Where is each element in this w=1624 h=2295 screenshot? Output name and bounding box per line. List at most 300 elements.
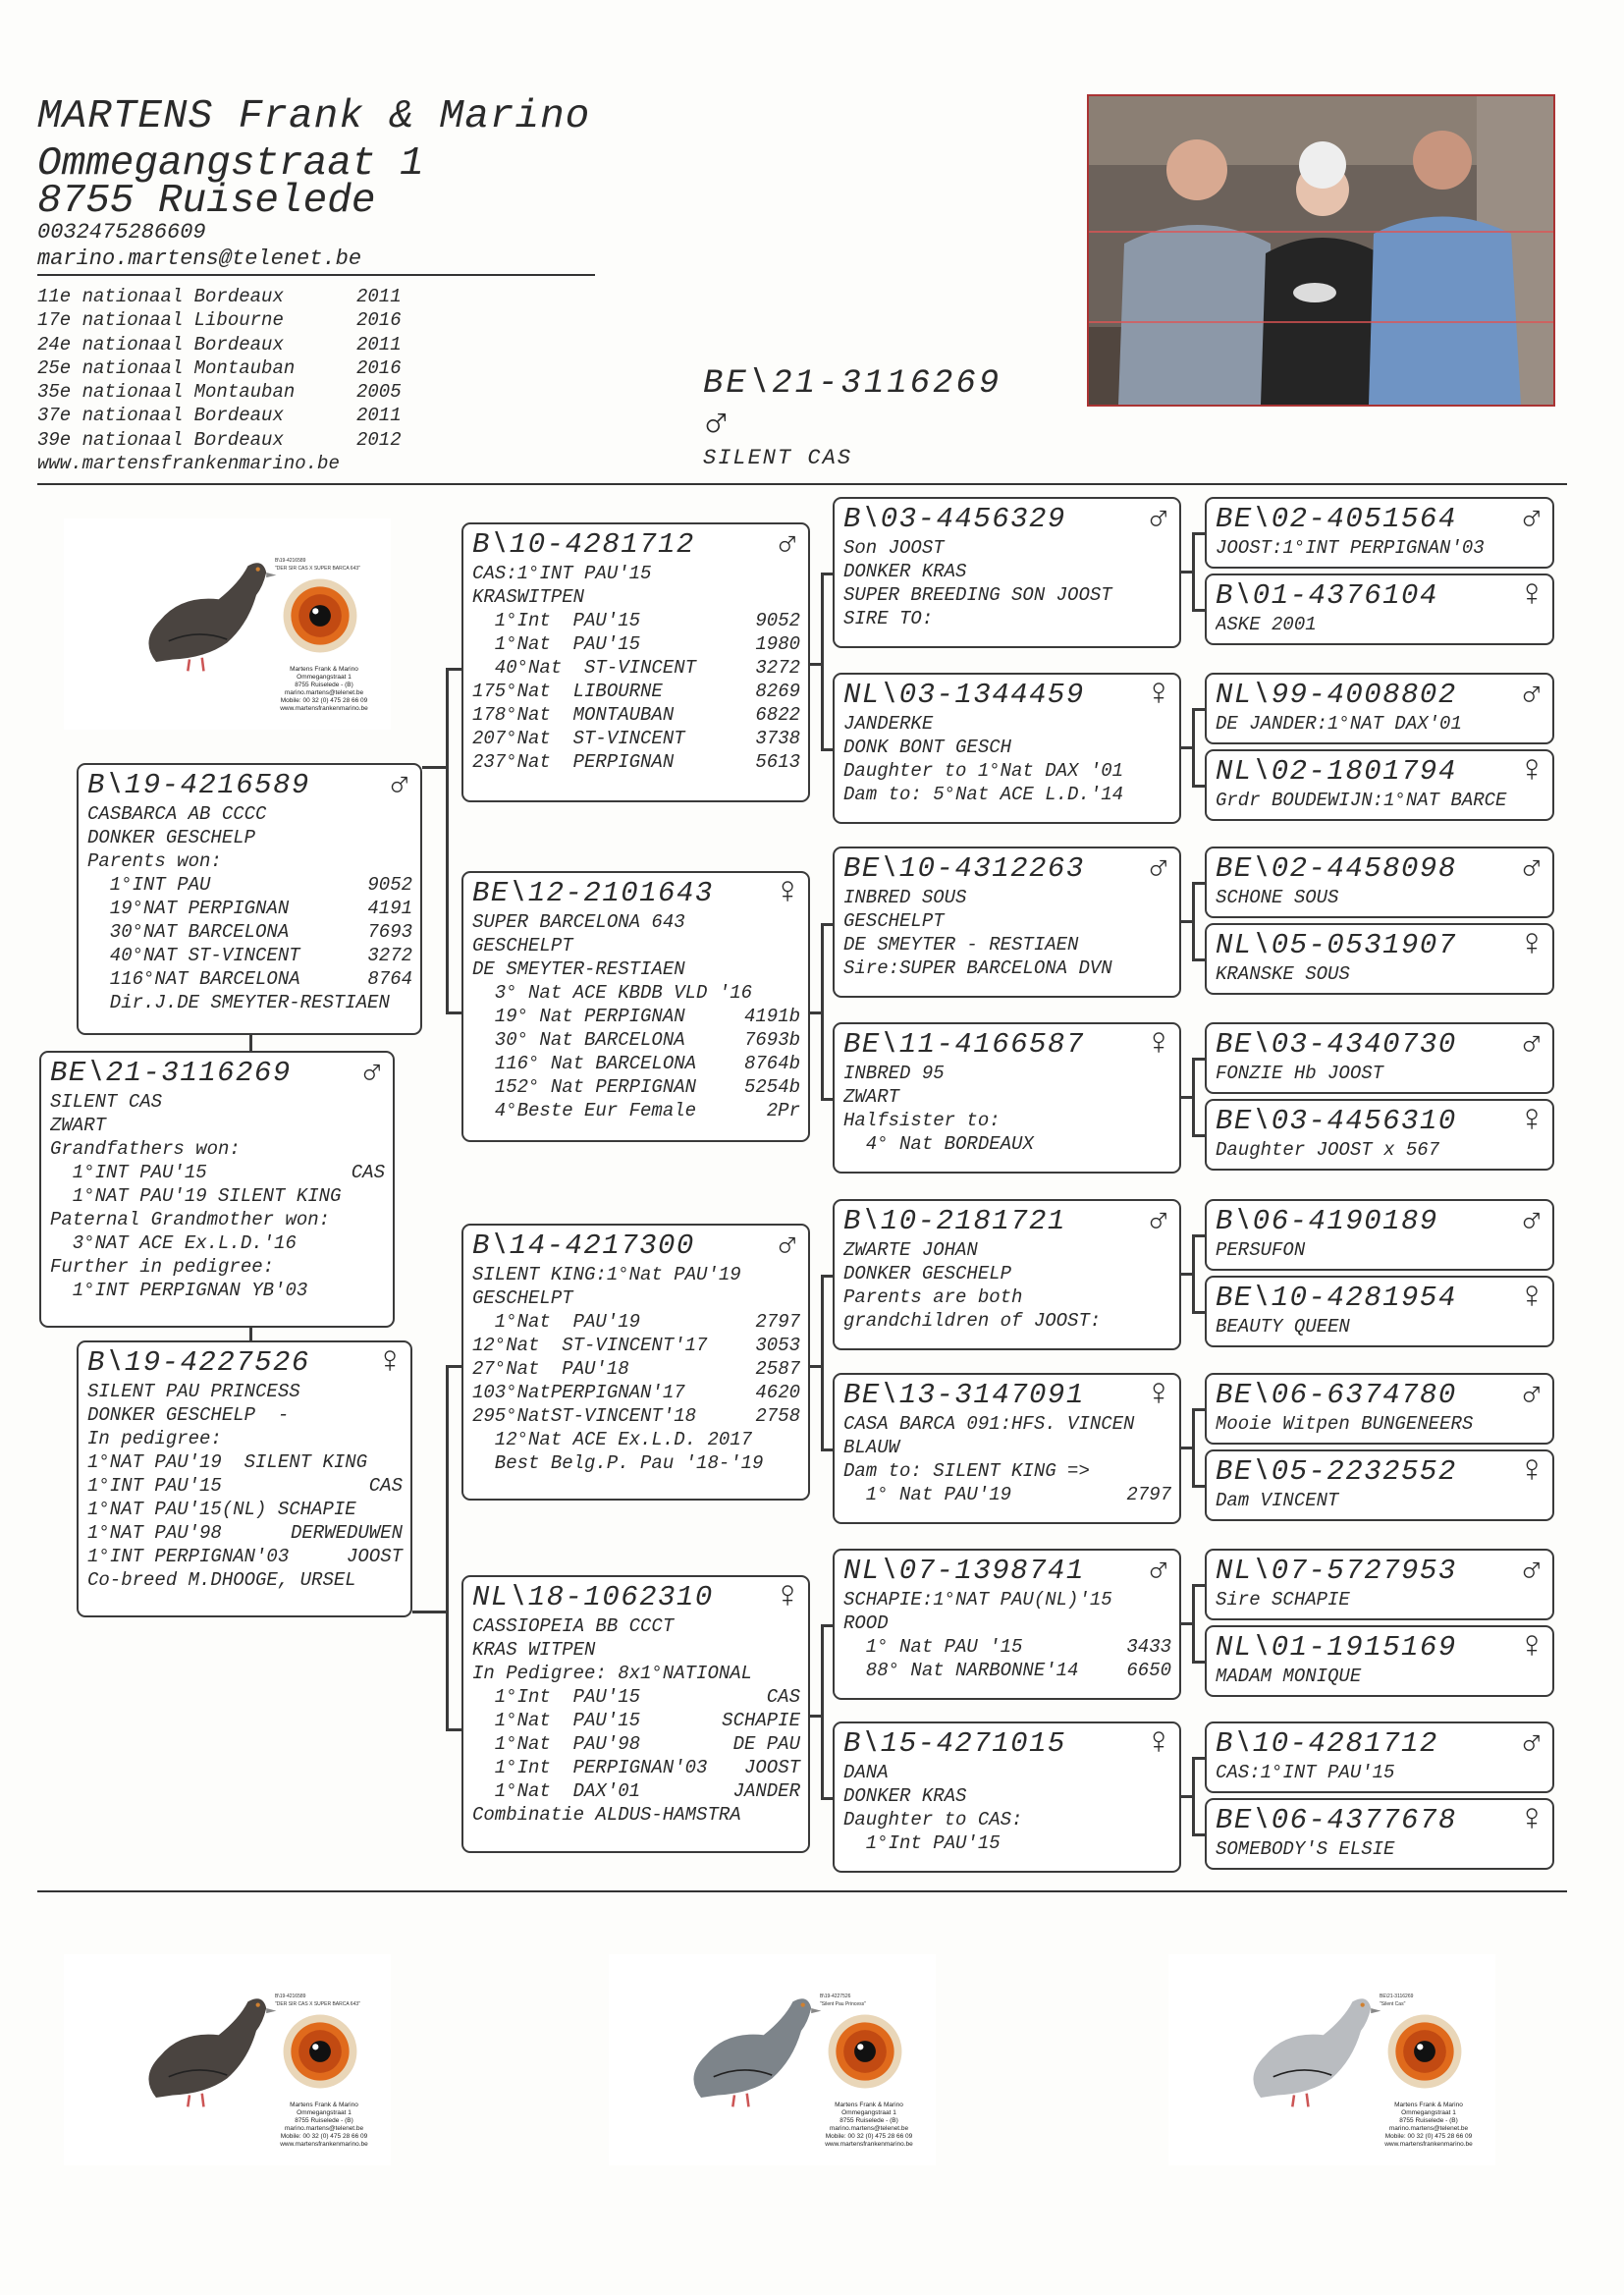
result-line xyxy=(87,873,412,897)
pedigree-connector xyxy=(446,1011,461,1014)
female-icon: ♀ xyxy=(378,1341,403,1384)
info-line: GESCHELPT xyxy=(472,1287,573,1309)
result-row xyxy=(37,285,402,308)
result-race: 1°INT PAU'15 xyxy=(50,1162,207,1183)
pedigree-connector xyxy=(1192,958,1205,961)
result-line xyxy=(472,1756,800,1779)
result-value: CAS xyxy=(351,1162,385,1183)
result-value: 2Pr xyxy=(766,1100,800,1121)
pedigree-connector xyxy=(1192,1408,1205,1411)
result-race: 1°INT PERPIGNAN'03 xyxy=(87,1546,290,1567)
info-line: DANA xyxy=(843,1762,889,1783)
result-race: 1°Nat PAU'15 xyxy=(472,633,641,655)
great-parent-box[interactable] xyxy=(833,1721,1181,1873)
info-line: Halfsister to: xyxy=(843,1110,1001,1131)
result-line xyxy=(472,609,800,632)
result-line xyxy=(472,1709,800,1732)
result-value: 4191 xyxy=(367,898,412,919)
ring-number-row xyxy=(1216,1200,1544,1242)
info-line: Sire SCHAPIE xyxy=(1216,1589,1350,1611)
result-text: 37e nationaal Bordeaux xyxy=(37,405,284,427)
info-line: Dam VINCENT xyxy=(1216,1490,1339,1511)
result-value: JOOST xyxy=(346,1546,403,1567)
ring-number: NL\01-1915169 xyxy=(1216,1631,1457,1664)
ancestor-box[interactable] xyxy=(1205,923,1554,995)
ring-number-row xyxy=(87,764,412,806)
ring-number-row xyxy=(843,1722,1171,1765)
info-line: In pedigree: xyxy=(87,1428,222,1449)
result-year: 2016 xyxy=(356,356,402,379)
result-value: 9052 xyxy=(755,610,800,631)
pedigree-connector xyxy=(821,923,833,926)
result-line xyxy=(87,1521,403,1545)
female-icon: ♀ xyxy=(1147,1722,1171,1765)
result-value: 8764 xyxy=(367,968,412,990)
result-value: CAS xyxy=(368,1475,403,1497)
info-line: ASKE 2001 xyxy=(1216,614,1317,635)
result-value: 7693 xyxy=(367,921,412,943)
card-contact: Martens Frank & Marino Ommegangstraat 1 8755 Ruiselede - (B) marino.martens@telenet.be Mobile: 00 32 (0) 475 28 66 09 www.martensfrankenmarino.be xyxy=(280,2102,368,2148)
ring-number-row xyxy=(843,847,1171,890)
result-line xyxy=(87,1545,403,1568)
result-line xyxy=(472,1451,800,1475)
pedigree-connector xyxy=(821,1448,833,1451)
pigeon-eye-image xyxy=(827,2013,903,2095)
result-value: 2587 xyxy=(755,1358,800,1380)
info-line: CAS:1°INT PAU'15 xyxy=(1216,1762,1395,1783)
result-line xyxy=(472,1005,800,1028)
info-line: grandchildren of JOOST: xyxy=(843,1310,1102,1332)
pedigree-connector xyxy=(1192,1058,1195,1134)
result-line xyxy=(87,920,412,944)
great-parent-box[interactable] xyxy=(833,673,1181,824)
ring-number: NL\99-4008802 xyxy=(1216,679,1457,711)
result-line xyxy=(843,1483,1171,1506)
info-line: FONZIE Hb JOOST xyxy=(1216,1063,1384,1084)
result-value: 6650 xyxy=(1126,1660,1171,1681)
ring-number: B\19-4227526 xyxy=(87,1346,310,1379)
pedigree-connector xyxy=(1192,1058,1205,1061)
pedigree-connector xyxy=(1192,1234,1195,1311)
pigeon-photo-card xyxy=(609,1954,936,2165)
result-value: 9052 xyxy=(367,874,412,896)
ring-number-row xyxy=(1216,1100,1544,1142)
female-icon: ♀ xyxy=(1520,750,1544,792)
result-line xyxy=(87,967,412,991)
ancestor-box[interactable] xyxy=(1205,1798,1554,1870)
male-icon: ♂ xyxy=(1147,498,1171,540)
pedigree-connector xyxy=(821,1624,833,1627)
great-parent-box[interactable] xyxy=(833,847,1181,998)
male-icon: ♂ xyxy=(1520,674,1544,716)
family-photo xyxy=(1087,94,1555,407)
info-line: 4° Nat BORDEAUX xyxy=(843,1133,1034,1155)
result-race: 40°NAT ST-VINCENT xyxy=(87,945,300,966)
card-tagline: "Silent Cas" xyxy=(1380,2001,1406,2007)
ring-number-row xyxy=(1216,1626,1544,1668)
result-race: 175°Nat LIBOURNE xyxy=(472,681,663,702)
info-line: INBRED SOUS xyxy=(843,887,967,908)
pedigree-connector xyxy=(1192,1485,1205,1488)
result-line xyxy=(87,897,412,920)
result-year: 2011 xyxy=(356,333,402,355)
ancestor-box[interactable] xyxy=(1205,1721,1554,1793)
great-parent-box[interactable] xyxy=(833,1199,1181,1350)
info-line: Daughter to 1°Nat DAX '01 xyxy=(843,760,1124,782)
pedigree-connector xyxy=(446,668,461,671)
result-value: 7693b xyxy=(743,1029,800,1051)
great-parent-box[interactable] xyxy=(833,497,1181,648)
male-icon: ♂ xyxy=(388,764,412,806)
female-icon: ♀ xyxy=(1520,924,1544,966)
info-line: CASSIOPEIA BB CCCT xyxy=(472,1615,675,1637)
result-line xyxy=(87,1498,403,1521)
ring-number-row xyxy=(1216,1799,1544,1841)
ring-number-row xyxy=(1216,1550,1544,1592)
pedigree-connector xyxy=(1192,1408,1195,1485)
result-value: JANDER xyxy=(732,1780,800,1802)
result-line xyxy=(87,1474,403,1498)
result-line xyxy=(472,680,800,703)
info-line: DE SMEYTER - RESTIAEN xyxy=(843,934,1079,956)
pedigree-connector xyxy=(821,748,833,751)
info-line: Further in pedigree: xyxy=(50,1256,275,1278)
loft-city: 8755 Ruiselede xyxy=(37,179,376,224)
result-line xyxy=(87,1450,403,1474)
ring-number-row xyxy=(472,523,800,566)
pigeon-eye-image xyxy=(282,2013,358,2095)
female-icon: ♀ xyxy=(1520,1277,1544,1319)
ring-number: BE\13-3147091 xyxy=(843,1379,1085,1411)
info-line: Son JOOST xyxy=(843,537,945,559)
pedigree-connector xyxy=(821,1624,824,1797)
header-divider xyxy=(37,274,595,276)
info-line: SIRE TO: xyxy=(843,608,934,629)
pigeon-image xyxy=(123,548,290,681)
result-line xyxy=(50,1161,385,1184)
result-value: DERWEDUWEN xyxy=(290,1522,403,1544)
male-icon: ♂ xyxy=(1520,1023,1544,1066)
result-race: 12°Nat ACE Ex.L.D. 2017 xyxy=(472,1429,753,1450)
info-line: INBRED 95 xyxy=(843,1063,945,1084)
result-line xyxy=(472,1404,800,1428)
card-ring-tag: B\19-4216589 xyxy=(275,1994,306,1999)
ancestor-box[interactable] xyxy=(1205,1549,1554,1620)
ancestor-box[interactable] xyxy=(1205,1099,1554,1171)
result-race: 1°Nat DAX'01 xyxy=(472,1780,641,1802)
pedigree-connector xyxy=(1192,708,1195,785)
ring-number: B\01-4376104 xyxy=(1216,579,1438,612)
pigeon-eye-image xyxy=(1386,2013,1463,2095)
pedigree-connector xyxy=(422,766,447,769)
ancestor-box[interactable] xyxy=(1205,1373,1554,1445)
ancestor-box[interactable] xyxy=(1205,1199,1554,1271)
result-race: 116° Nat BARCELONA xyxy=(472,1053,697,1074)
pedigree-connector xyxy=(1192,785,1205,788)
result-year: 2005 xyxy=(356,381,402,404)
dam-dam-box[interactable] xyxy=(461,1575,810,1853)
ring-number: BE\21-3116269 xyxy=(50,1057,292,1089)
ring-number: NL\02-1801794 xyxy=(1216,755,1457,788)
result-race: 30°NAT BARCELONA xyxy=(87,921,290,943)
pedigree-bottom-divider xyxy=(37,1890,1567,1892)
male-icon: ♂ xyxy=(1520,847,1544,890)
ring-number: NL\03-1344459 xyxy=(843,679,1085,711)
info-line: Grdr BOUDEWIJN:1°NAT BARCE xyxy=(1216,790,1507,811)
ring-number-row xyxy=(843,1550,1171,1592)
info-line: Daughter JOOST x 567 xyxy=(1216,1139,1440,1161)
result-line xyxy=(472,1310,800,1334)
info-line: MADAM MONIQUE xyxy=(1216,1666,1362,1687)
pedigree-connector xyxy=(1192,532,1205,535)
male-icon: ♂ xyxy=(1147,847,1171,890)
info-line: SILENT PAU PRINCESS xyxy=(87,1381,300,1402)
main-bird-ring: BE\21-3116269 xyxy=(703,365,1002,403)
female-icon: ♀ xyxy=(776,1576,800,1618)
result-value: 4191b xyxy=(743,1006,800,1027)
great-parent-box[interactable] xyxy=(833,1373,1181,1524)
ring-number-row xyxy=(472,1225,800,1267)
ring-number: B\14-4217300 xyxy=(472,1229,695,1262)
ring-number-row xyxy=(843,674,1171,716)
result-race: 116°NAT BARCELONA xyxy=(87,968,300,990)
result-race: 295°NatST-VINCENT'18 xyxy=(472,1405,697,1427)
info-line: KRAS WITPEN xyxy=(472,1639,596,1661)
great-parent-box[interactable] xyxy=(833,1549,1181,1700)
pigeon-photo-card xyxy=(1168,1954,1495,2165)
result-value: 1980 xyxy=(755,633,800,655)
result-value: 4620 xyxy=(755,1382,800,1403)
ring-number: B\06-4190189 xyxy=(1216,1205,1438,1237)
pedigree-connector xyxy=(412,1611,446,1613)
result-line xyxy=(472,1428,800,1451)
female-icon: ♀ xyxy=(1147,1023,1171,1066)
ring-number-row xyxy=(843,498,1171,540)
sire-sire-box[interactable] xyxy=(461,522,810,802)
ancestor-box[interactable] xyxy=(1205,1449,1554,1521)
card-ring-tag: B\19-4216589 xyxy=(275,558,306,564)
ring-number-row xyxy=(1216,574,1544,617)
info-line: DONKER KRAS xyxy=(843,1785,967,1807)
female-icon: ♀ xyxy=(1147,1374,1171,1416)
info-line: GESCHELPT xyxy=(472,935,573,956)
male-icon: ♂ xyxy=(1520,1722,1544,1765)
ancestor-box[interactable] xyxy=(1205,497,1554,569)
info-line: ZWART xyxy=(50,1115,107,1136)
female-icon: ♀ xyxy=(1520,1450,1544,1493)
result-year: 2016 xyxy=(356,309,402,332)
ring-number: BE\05-2232552 xyxy=(1216,1455,1457,1488)
loft-website[interactable]: www.martensfrankenmarino.be xyxy=(37,453,340,474)
card-ring-tag: BE\21-3116269 xyxy=(1380,1994,1414,1999)
result-race: 1°Nat PAU'19 xyxy=(472,1311,641,1333)
result-value: DE PAU xyxy=(732,1733,800,1755)
result-race: 3° Nat ACE KBDB VLD '16 xyxy=(472,982,753,1004)
male-icon: ♂ xyxy=(776,1225,800,1267)
ring-number: NL\05-0531907 xyxy=(1216,929,1457,961)
info-line: CAS:1°INT PAU'15 xyxy=(472,563,652,584)
ancestor-box[interactable] xyxy=(1205,574,1554,645)
result-value: 5254b xyxy=(743,1076,800,1098)
pedigree-connector xyxy=(1192,532,1195,609)
pigeon-image xyxy=(1227,1984,1394,2116)
ring-number-row xyxy=(1216,1722,1544,1765)
info-line: ZWARTE JOHAN xyxy=(843,1239,978,1261)
result-race: 88° Nat NARBONNE'14 xyxy=(843,1660,1079,1681)
result-row xyxy=(37,333,402,356)
pedigree-connector xyxy=(446,1365,461,1368)
result-line xyxy=(472,1381,800,1404)
main-bird-male-icon: ♂ xyxy=(703,398,731,449)
info-line: CASA BARCA 091:HFS. VINCEN xyxy=(843,1413,1135,1435)
pedigree-connector xyxy=(1192,1311,1205,1314)
info-line: ROOD xyxy=(843,1612,889,1634)
pedigree-connector xyxy=(446,668,449,768)
result-value: 2797 xyxy=(1126,1484,1171,1505)
ancestor-box[interactable] xyxy=(1205,673,1554,744)
ring-number-row xyxy=(843,1023,1171,1066)
result-race: 1°NAT PAU'15(NL) SCHAPIE xyxy=(87,1499,356,1520)
ancestor-box[interactable] xyxy=(1205,1022,1554,1094)
result-race: 1° Nat PAU'19 xyxy=(843,1484,1012,1505)
info-line: DONK BONT GESCH xyxy=(843,737,1012,758)
info-line: Dam to: SILENT KING => xyxy=(843,1460,1090,1482)
pedigree-connector xyxy=(821,923,824,1098)
result-row xyxy=(37,404,402,427)
result-value: 3053 xyxy=(755,1335,800,1356)
ring-number-row xyxy=(472,872,800,914)
card-contact: Martens Frank & Marino Ommegangstraat 1 8755 Ruiselede - (B) marino.martens@telenet.be Mobile: 00 32 (0) 475 28 66 09 www.martensfrankenmarino.be xyxy=(1384,2102,1473,2148)
card-tagline: "Silent Pau Princess" xyxy=(820,2001,866,2007)
result-race: 40°Nat ST-VINCENT xyxy=(472,657,697,679)
result-race: 152° Nat PERPIGNAN xyxy=(472,1076,697,1098)
female-icon: ♀ xyxy=(776,872,800,914)
pedigree-connector xyxy=(446,1728,461,1731)
ring-number-row xyxy=(50,1052,385,1094)
dam-sire-box[interactable] xyxy=(461,1224,810,1501)
result-race: 1°NAT PAU'98 xyxy=(87,1522,222,1544)
result-text: 24e nationaal Bordeaux xyxy=(37,333,284,355)
male-icon: ♂ xyxy=(1520,1550,1544,1592)
result-value: 8764b xyxy=(743,1053,800,1074)
result-race: 30° Nat BARCELONA xyxy=(472,1029,685,1051)
info-line: Mooie Witpen BUNGENEERS xyxy=(1216,1413,1474,1435)
ring-number-row xyxy=(1216,674,1544,716)
result-text: 11e nationaal Bordeaux xyxy=(37,286,284,307)
result-race: 4°Beste Eur Female xyxy=(472,1100,697,1121)
info-line: DONKER GESCHELP - xyxy=(87,1404,290,1426)
result-text: 39e nationaal Bordeaux xyxy=(37,428,284,451)
result-value: 5613 xyxy=(755,751,800,773)
ring-number: BE\06-6374780 xyxy=(1216,1379,1457,1411)
info-line: BLAUW xyxy=(843,1437,900,1458)
pedigree-connector xyxy=(446,766,449,1011)
result-text: 35e nationaal Montauban xyxy=(37,381,296,404)
result-race: 237°Nat PERPIGNAN xyxy=(472,751,675,773)
result-line xyxy=(472,1075,800,1099)
great-parent-box[interactable] xyxy=(833,1022,1181,1174)
subject-bird-box[interactable] xyxy=(39,1051,395,1328)
ring-number: B\10-4281712 xyxy=(472,528,695,561)
ring-number: B\03-4456329 xyxy=(843,503,1066,535)
loft-name: MARTENS Frank & Marino xyxy=(37,94,591,139)
ring-number: BE\03-4340730 xyxy=(1216,1028,1457,1061)
result-race: 103°NatPERPIGNAN'17 xyxy=(472,1382,685,1403)
result-line xyxy=(472,656,800,680)
info-line: SUPER BREEDING SON JOOST xyxy=(843,584,1112,606)
ring-number-row xyxy=(1216,1277,1544,1319)
national-results-list xyxy=(37,285,402,452)
result-line xyxy=(843,1659,1171,1682)
ring-number: B\15-4271015 xyxy=(843,1727,1066,1760)
pedigree-connector xyxy=(446,1365,449,1612)
ring-number: B\10-2181721 xyxy=(843,1205,1066,1237)
pigeon-photo-card xyxy=(64,519,391,730)
result-line xyxy=(87,944,412,967)
ring-number: NL\07-1398741 xyxy=(843,1555,1085,1587)
main-bird-name: SILENT CAS xyxy=(703,446,853,470)
ring-number-row xyxy=(1216,1374,1544,1416)
result-line xyxy=(472,1052,800,1075)
pedigree-connector xyxy=(821,573,824,748)
pedigree-connector xyxy=(821,1275,833,1278)
pedigree-connector xyxy=(1192,609,1205,612)
ring-number-row xyxy=(1216,847,1544,890)
result-line xyxy=(472,1357,800,1381)
dam-box[interactable] xyxy=(77,1340,412,1617)
male-icon: ♂ xyxy=(1520,1200,1544,1242)
male-icon: ♂ xyxy=(360,1052,385,1094)
loft-phone: 0032475286609 xyxy=(37,220,206,245)
result-value: 3272 xyxy=(755,657,800,679)
pedigree-connector xyxy=(821,1275,824,1448)
male-icon: ♂ xyxy=(776,523,800,566)
female-icon: ♀ xyxy=(1520,574,1544,617)
result-value: SCHAPIE xyxy=(722,1710,800,1731)
info-line: DE SMEYTER-RESTIAEN xyxy=(472,958,685,980)
info-line: Parents won: xyxy=(87,850,222,872)
result-text: 17e nationaal Libourne xyxy=(37,309,284,332)
result-line xyxy=(472,981,800,1005)
ancestor-box[interactable] xyxy=(1205,749,1554,821)
pedigree-connector xyxy=(1192,1134,1205,1137)
ring-number: NL\18-1062310 xyxy=(472,1581,714,1613)
result-race: 207°Nat ST-VINCENT xyxy=(472,728,685,749)
result-race: 1°NAT PAU'19 SILENT KING xyxy=(50,1185,342,1207)
pedigree-connector xyxy=(821,1797,833,1800)
ancestor-box[interactable] xyxy=(1205,1276,1554,1347)
pedigree-connector xyxy=(1192,882,1195,958)
card-contact: Martens Frank & Marino Ommegangstraat 1 8755 Ruiselede - (B) marino.martens@telenet.be Mobile: 00 32 (0) 475 28 66 09 www.martensfrankenmarino.be xyxy=(280,666,368,712)
result-line xyxy=(472,1779,800,1803)
ring-number-row xyxy=(1216,750,1544,792)
sire-dam-box[interactable] xyxy=(461,871,810,1142)
info-line: Sire:SUPER BARCELONA DVN xyxy=(843,957,1112,979)
pedigree-connector xyxy=(821,573,833,575)
male-icon: ♂ xyxy=(1147,1200,1171,1242)
info-line: SCHAPIE:1°NAT PAU(NL)'15 xyxy=(843,1589,1112,1611)
ring-number-row xyxy=(1216,1450,1544,1493)
sire-box[interactable] xyxy=(77,763,422,1035)
ancestor-box[interactable] xyxy=(1205,847,1554,918)
result-year: 2011 xyxy=(356,405,402,427)
result-race: 178°Nat MONTAUBAN xyxy=(472,704,675,726)
card-ring-tag: B\19-4227526 xyxy=(820,1994,851,1999)
ancestor-box[interactable] xyxy=(1205,1625,1554,1697)
result-race: 1°INT PAU'15 xyxy=(87,1475,222,1497)
ring-number: BE\12-2101643 xyxy=(472,877,714,909)
loft-email[interactable]: marino.martens@telenet.be xyxy=(37,246,362,271)
